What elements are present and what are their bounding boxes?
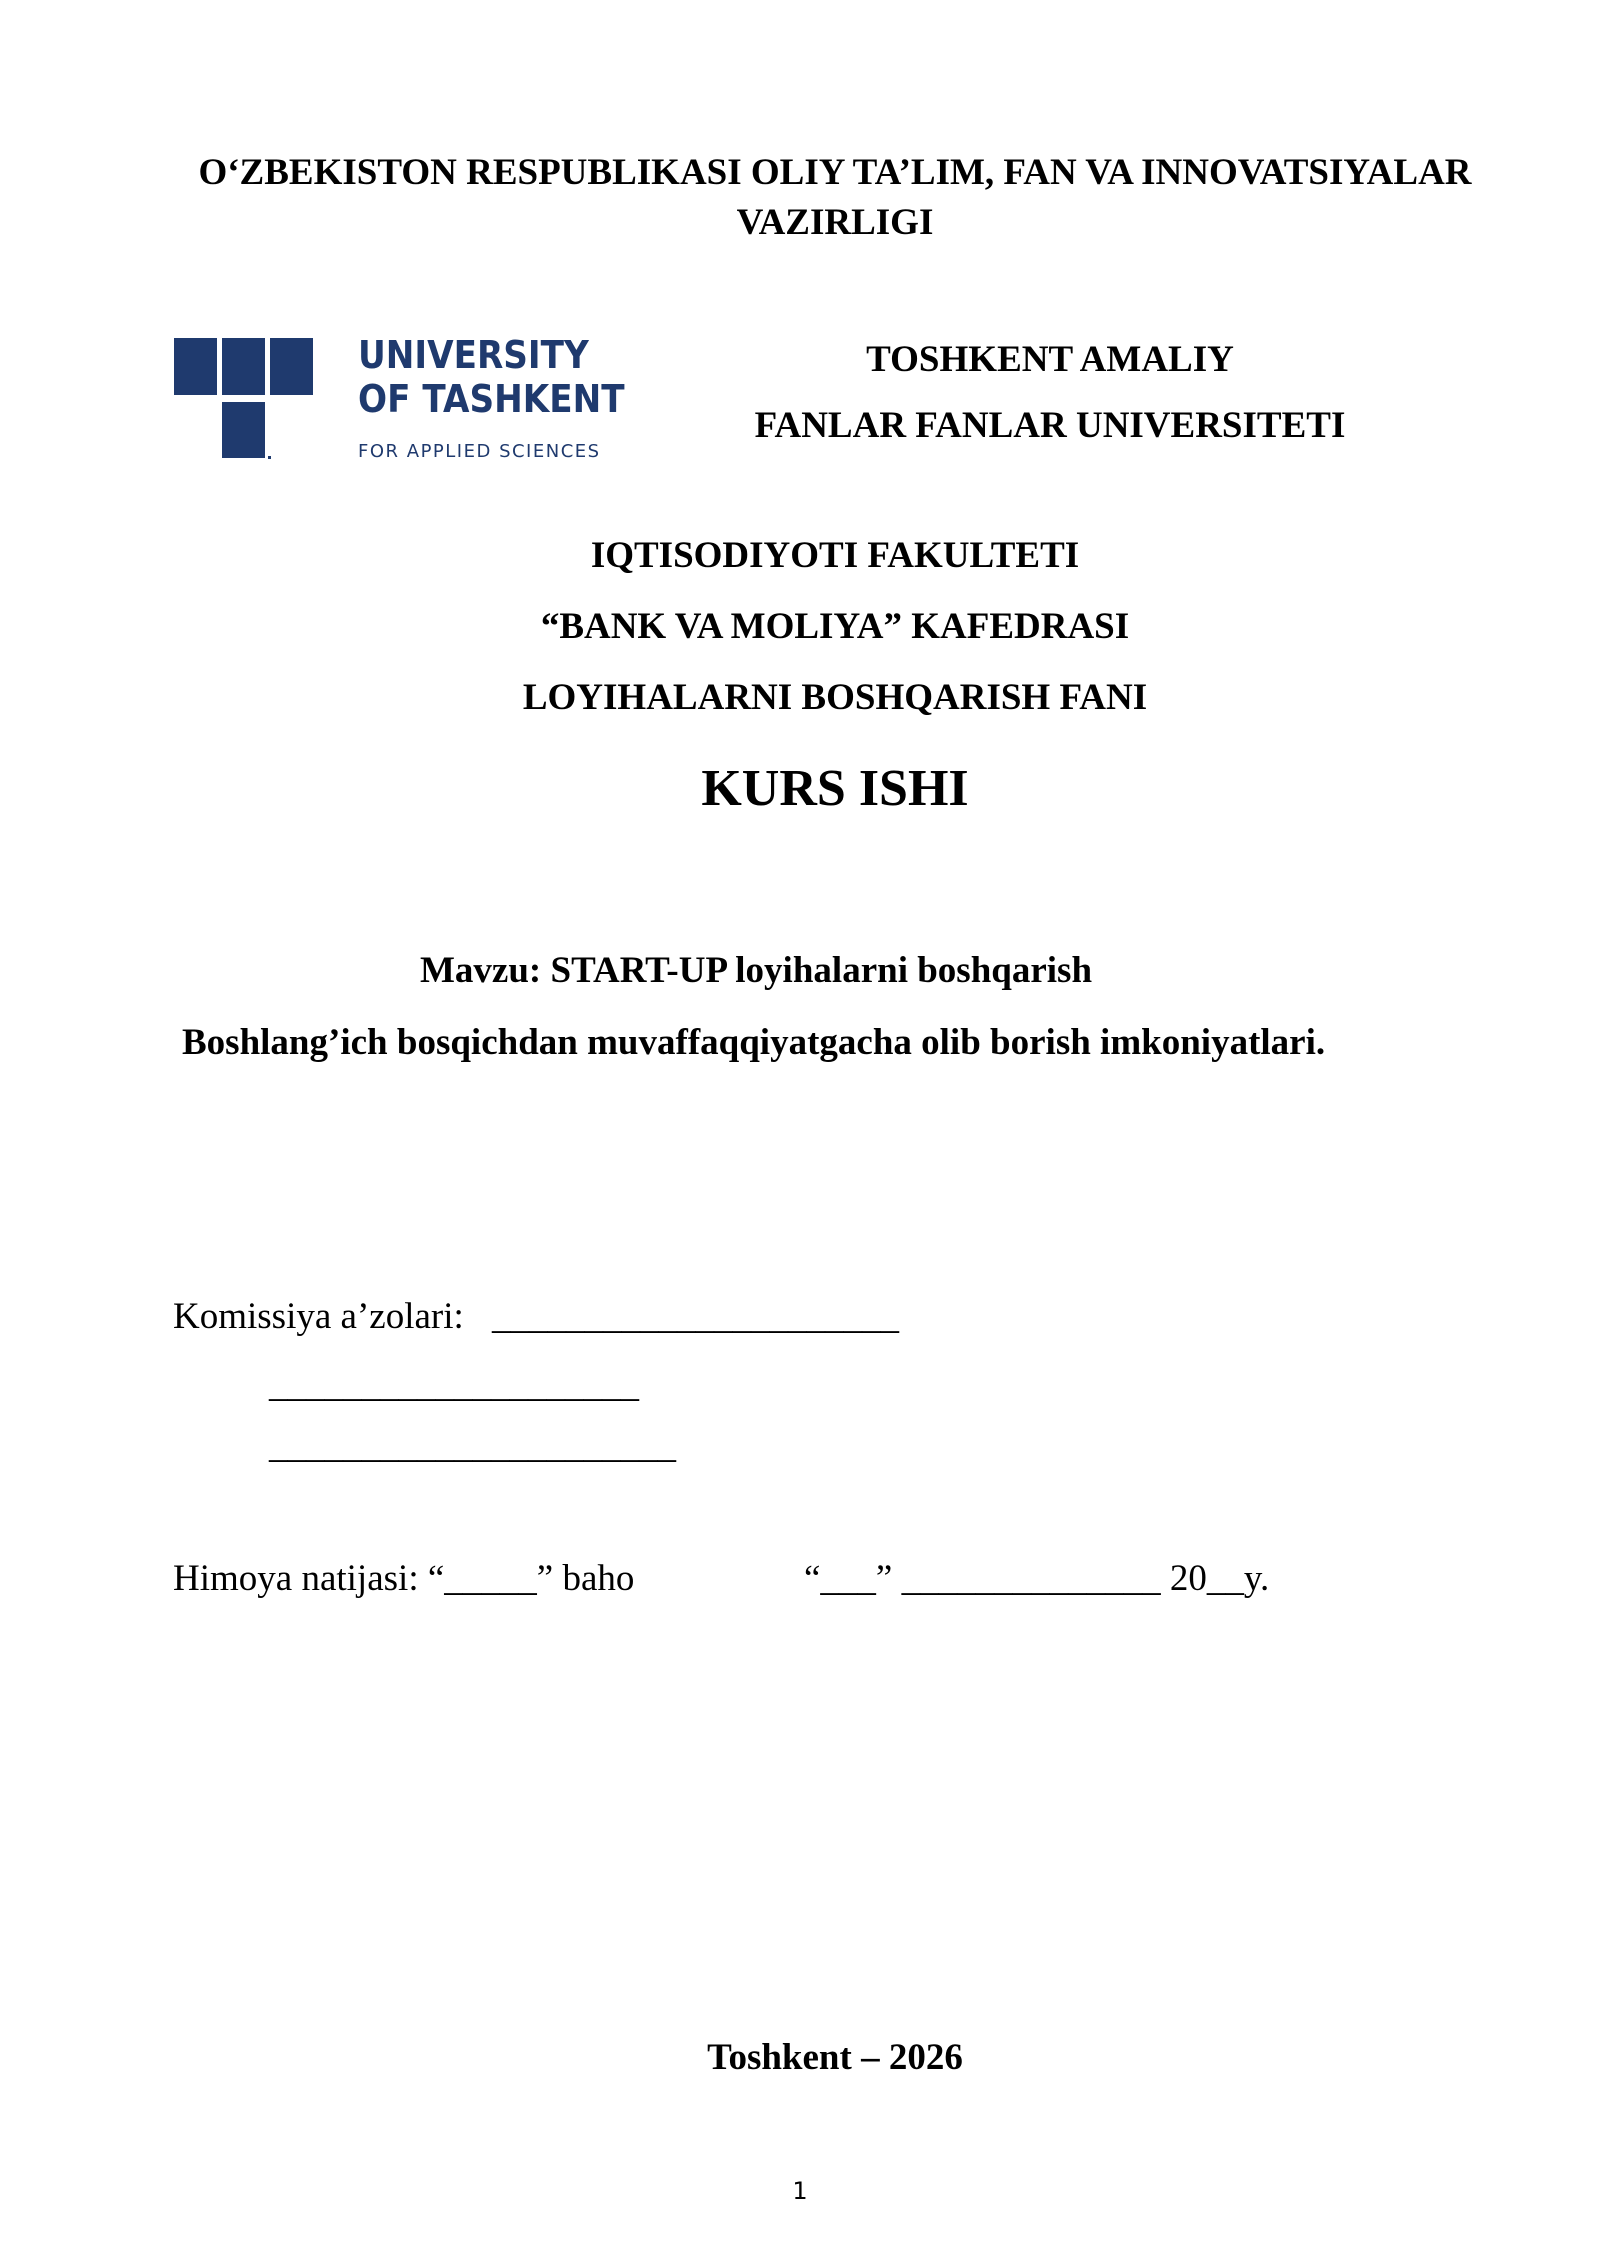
university-name-line2: FANLAR FANLAR UNIVERSITETI <box>754 405 1346 446</box>
topic-line1: Mavzu: START-UP loyihalarni boshqarish <box>420 950 1093 991</box>
university-logo <box>174 333 625 468</box>
document-type-title: KURS ISHI <box>701 760 969 817</box>
commission-blank-2: ____________________ <box>269 1364 639 1405</box>
ministry-heading <box>160 148 1510 248</box>
topic-line2: Boshlang’ich bosqichdan muvaffaqqiyatgacha olib borish imkoniyatlari. <box>182 1022 1326 1063</box>
ministry-heading-line2: VAZIRLIGI <box>736 202 934 243</box>
city-year: Toshkent – 2026 <box>707 2037 963 2078</box>
ministry-heading-line1: O‘ZBEKISTON RESPUBLIKASI OLIY TA’LIM, FAN VA INNOVATSIYALAR <box>198 152 1472 193</box>
logo-text-university: UNIVERSITY <box>358 333 589 377</box>
defense-date: “___” ______________ 20__y. <box>804 1558 1270 1599</box>
faculty-title: IQTISODIYOTI FAKULTETI <box>590 535 1080 576</box>
logo-text-of-tashkent: OF TASHKENT <box>358 377 625 421</box>
defense-result: Himoya natijasi: “_____” baho <box>173 1558 635 1599</box>
commission-label: Komissiya a’zolari: <box>173 1296 464 1337</box>
subject-title: LOYIHALARNI BOSHQARISH FANI <box>522 677 1148 718</box>
logo-text-applied-sciences: FOR APPLIED SCIENCES <box>358 441 601 462</box>
page-number: 1 <box>792 2177 808 2205</box>
commission-blank-1: ______________________ <box>492 1296 899 1337</box>
commission-blank-3: ______________________ <box>269 1425 676 1466</box>
department-title: “BANK VA MOLIYA” KAFEDRASI <box>540 606 1130 647</box>
university-name-line1: TOSHKENT AMALIY <box>866 339 1234 380</box>
